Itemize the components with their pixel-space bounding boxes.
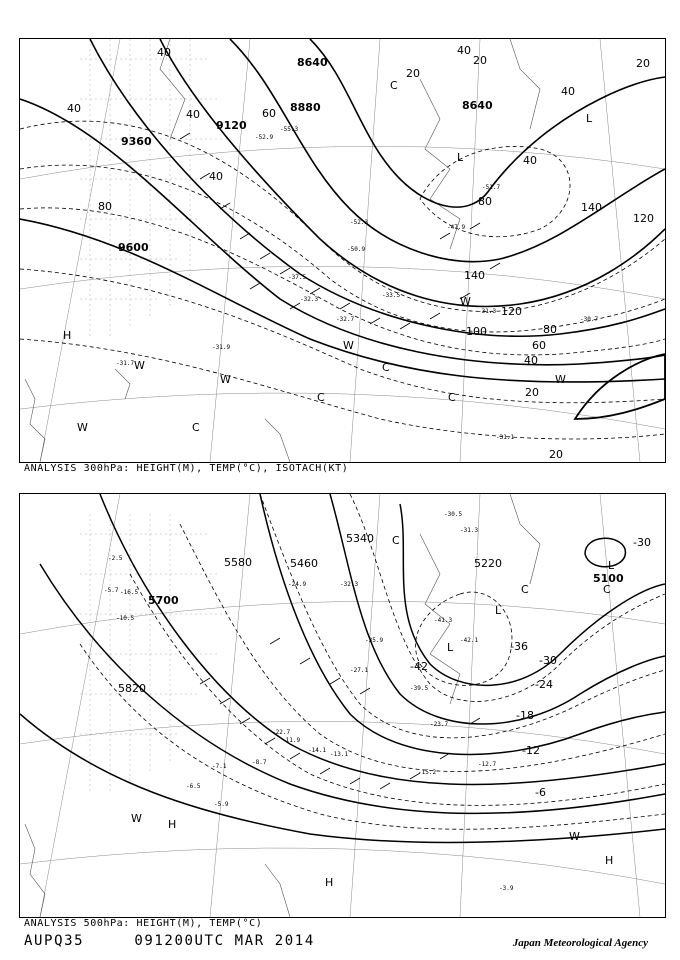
isotherm-label: -42 — [410, 660, 428, 673]
height-label: 8640 — [297, 56, 328, 69]
isotherm-label: -12 — [522, 744, 540, 757]
isotach-lines — [20, 121, 665, 439]
station-temp: -55.3 — [280, 126, 299, 133]
agency-name: Japan Meteorological Agency — [512, 937, 648, 949]
isotach-label: 40 — [67, 102, 81, 115]
isotherm-label: -30 — [633, 536, 651, 549]
station-temp: -14.1 — [308, 747, 327, 754]
caption-500hpa: ANALYSIS 500hPa: HEIGHT(M), TEMP(°C) — [24, 918, 263, 929]
station-temp: -30.5 — [444, 511, 463, 518]
station-temp: -8.7 — [252, 759, 267, 766]
height-label: 5100 — [593, 572, 624, 585]
caption-300hpa: ANALYSIS 300hPa: HEIGHT(M), TEMP(°C), ISOTACH(KT) — [24, 463, 349, 474]
cold-symbol: C — [603, 583, 611, 596]
height-label: 5700 — [148, 594, 179, 607]
map-500hpa — [20, 494, 665, 917]
isotach-label: 80 — [478, 195, 492, 208]
cold-symbol: C — [448, 391, 456, 404]
station-temp: -6.5 — [186, 783, 201, 790]
isotach-label: 40 — [157, 46, 171, 59]
station-temp: -12.7 — [478, 761, 497, 768]
station-temp: -47.9 — [447, 224, 466, 231]
isotach-label: 120 — [501, 305, 522, 318]
isotach-label: 40 — [524, 354, 538, 367]
station-temp: -52.9 — [255, 134, 274, 141]
cold-symbol: C — [392, 534, 400, 547]
warm-symbol: W — [555, 373, 566, 386]
low-pressure-symbol: L — [608, 559, 615, 572]
warm-symbol: W — [77, 421, 88, 434]
station-temp: -50.9 — [347, 246, 366, 253]
isotach-label: 40 — [561, 85, 575, 98]
low-pressure-symbol: L — [447, 641, 454, 654]
station-temp: -24.9 — [288, 581, 307, 588]
chart-id — [24, 933, 315, 949]
station-temp: -32.7 — [336, 316, 355, 323]
station-temp: -33.5 — [382, 292, 401, 299]
station-temp: -27.1 — [350, 667, 369, 674]
chart-code: AUPQ35 — [24, 933, 85, 949]
cold-symbol: C — [317, 391, 325, 404]
station-temp: -31.7 — [116, 360, 135, 367]
isotach-label: 140 — [581, 201, 602, 214]
map-panel-300hpa — [19, 38, 666, 463]
isotach-label: 100 — [466, 325, 487, 338]
isotach-label: 120 — [633, 212, 654, 225]
station-temp: -41.3 — [434, 617, 453, 624]
station-temp: -10.5 — [116, 615, 135, 622]
station-temp: -52.3 — [350, 219, 369, 226]
isotherm-label: -30 — [539, 654, 557, 667]
isotherm-label: -18 — [516, 709, 534, 722]
station-temp: -39.5 — [410, 685, 429, 692]
isotach-label: 60 — [262, 107, 276, 120]
station-temp: -16.5 — [120, 589, 139, 596]
station-temp: -5.7 — [104, 587, 119, 594]
height-label: 8640 — [462, 99, 493, 112]
map-panel-500hpa — [19, 493, 666, 918]
isotach-label: 20 — [473, 54, 487, 67]
height-label: 5460 — [290, 557, 318, 570]
isotach-label: 40 — [457, 44, 471, 57]
isotach-label: 20 — [549, 448, 563, 461]
warm-symbol: W — [460, 295, 471, 308]
isotach-label: 40 — [209, 170, 223, 183]
high-pressure-symbol: H — [325, 876, 334, 889]
height-label: 9360 — [121, 135, 152, 148]
station-temp: -32.3 — [340, 581, 359, 588]
warm-symbol: W — [131, 812, 142, 825]
station-temp: -3.9 — [499, 885, 514, 892]
isotach-label: 20 — [406, 67, 420, 80]
low-pressure-symbol: L — [457, 151, 464, 164]
warm-symbol: W — [134, 359, 145, 372]
cold-symbol: C — [521, 583, 529, 596]
isotach-label: 20 — [636, 57, 650, 70]
station-temp: -51.7 — [482, 184, 501, 191]
warm-symbol: W — [343, 339, 354, 352]
station-temp: -13.1 — [330, 751, 349, 758]
height-label: 8880 — [290, 101, 321, 114]
station-temp: -31.3 — [460, 527, 479, 534]
station-temp: -15.2 — [418, 769, 437, 776]
high-pressure-symbol: H — [63, 329, 72, 342]
high-pressure-symbol: H — [605, 854, 614, 867]
hatched-area — [80, 514, 230, 794]
warm-symbol: W — [569, 830, 580, 843]
station-temp: -5.9 — [214, 801, 229, 808]
height-contours — [20, 494, 665, 842]
station-temp: -11.9 — [282, 737, 301, 744]
station-temp: -23.7 — [430, 721, 449, 728]
height-label: 9120 — [216, 119, 247, 132]
valid-time: 091200UTC MAR 2014 — [134, 933, 315, 949]
station-temp: -22.7 — [272, 729, 291, 736]
high-pressure-symbol: H — [168, 818, 177, 831]
map-300hpa — [20, 39, 665, 462]
warm-symbol: W — [220, 373, 231, 386]
height-label: 5580 — [224, 556, 252, 569]
height-label: 5340 — [346, 532, 374, 545]
isotach-label: 80 — [98, 200, 112, 213]
isotach-label: 20 — [525, 386, 539, 399]
station-temp: -37.5 — [288, 274, 307, 281]
height-label: 5220 — [474, 557, 502, 570]
isotach-label: 40 — [186, 108, 200, 121]
station-temp: -42.1 — [460, 637, 479, 644]
height-label: 9600 — [118, 241, 149, 254]
low-pressure-symbol: L — [495, 604, 502, 617]
station-temp: -31.1 — [496, 434, 515, 441]
height-label: 5820 — [118, 682, 146, 695]
station-temp: -32.3 — [300, 296, 319, 303]
station-temp: -7.1 — [212, 763, 227, 770]
cold-symbol: C — [382, 361, 390, 374]
cold-symbol: C — [390, 79, 398, 92]
isotach-label: 140 — [464, 269, 485, 282]
station-temp: -31.9 — [212, 344, 231, 351]
cold-symbol: C — [192, 421, 200, 434]
isotach-label: 40 — [523, 154, 537, 167]
station-temp: -31.3 — [478, 308, 497, 315]
isotherm-label: -36 — [510, 640, 528, 653]
isotach-label: 60 — [532, 339, 546, 352]
isotherm-label: -24 — [535, 678, 553, 691]
station-temp: -30.7 — [580, 316, 599, 323]
low-pressure-symbol: L — [586, 112, 593, 125]
isotach-label: 80 — [543, 323, 557, 336]
station-temp: -2.5 — [108, 555, 123, 562]
station-temp: -35.9 — [365, 637, 384, 644]
graticule — [20, 39, 665, 462]
isotherm-label: -6 — [535, 786, 546, 799]
